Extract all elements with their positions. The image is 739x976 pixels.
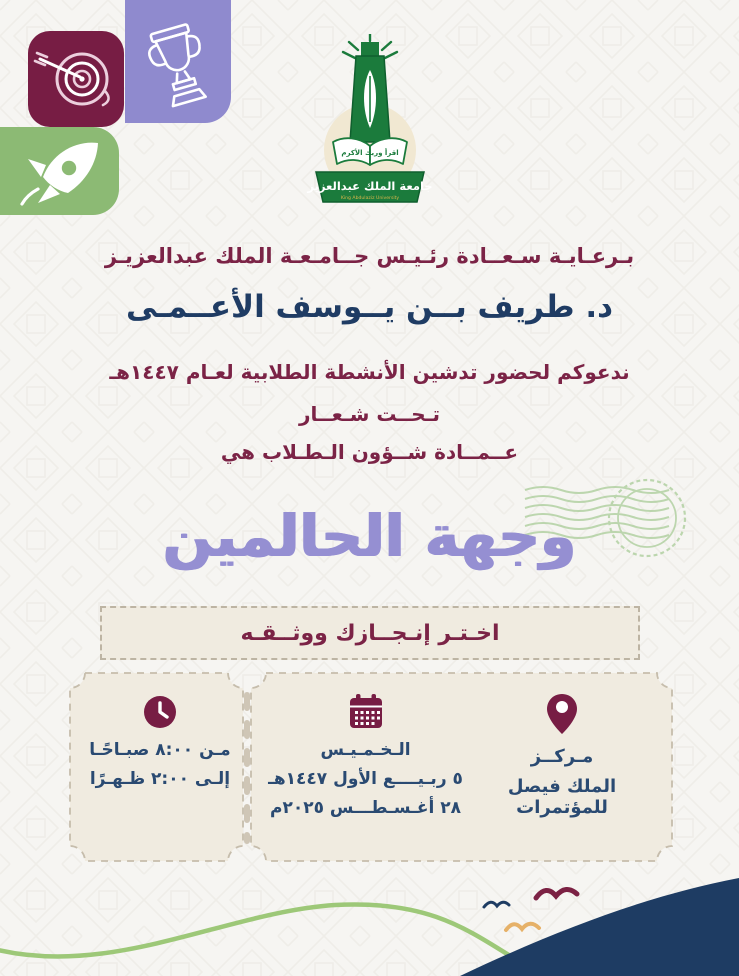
yellow-bird-icon bbox=[506, 924, 539, 930]
university-logo bbox=[303, 34, 437, 218]
clock-icon bbox=[142, 694, 178, 730]
banner-box bbox=[100, 606, 640, 660]
logo-book-text: اقرأ وربك الأكرم bbox=[341, 149, 399, 157]
logo-lighthouse bbox=[343, 34, 397, 142]
location-title: مـركــز bbox=[530, 746, 594, 767]
date-gregorian: ٢٨ أغـسـطـــس ٢٠٢٥م bbox=[270, 798, 461, 818]
maroon-bird-icon bbox=[536, 889, 577, 898]
logo-ribbon bbox=[306, 172, 432, 202]
target-tile bbox=[28, 31, 124, 127]
deanship-line: عــمــادة شــؤون الـطـلاب هي bbox=[220, 440, 519, 464]
patronage-line: بـرعـايـة سـعــادة رئـيـس جــامـعـة الملك عبدالعزيـز bbox=[104, 244, 635, 268]
rocket-tile bbox=[0, 127, 119, 215]
logo-name-en: King Abdulaziz University bbox=[340, 196, 400, 201]
banner-label: اخـتـر إنـجــازك ووثــقـه bbox=[240, 620, 500, 646]
rocket-icon bbox=[10, 133, 110, 209]
time-from: مـن ٨:٠٠ صبـاحًـا bbox=[89, 740, 231, 760]
calendar-icon bbox=[347, 694, 385, 730]
president-name: د. طريف بــن يــوسف الأعــمـى bbox=[125, 289, 614, 325]
footer-decoration bbox=[0, 860, 739, 976]
navy-bird-icon bbox=[484, 902, 509, 907]
invite-line: ندعوكم لحضور تدشين الأنشطة الطلابية لعـام ١٤٤٧هـ bbox=[109, 360, 630, 384]
target-dart-icon bbox=[32, 39, 120, 119]
date-panel bbox=[268, 694, 463, 818]
location-pin-icon bbox=[545, 692, 579, 736]
green-wave-line bbox=[0, 904, 520, 962]
logo-name-ar: جامعة الملك عبدالعزيز bbox=[307, 179, 433, 193]
event-slogan: وجهة الحالمين bbox=[162, 502, 577, 570]
under-slogan-line: تـحــت شـعــار bbox=[298, 402, 441, 426]
time-panel bbox=[80, 694, 240, 789]
trophy-tile bbox=[125, 0, 231, 123]
trophy-icon bbox=[139, 14, 217, 110]
navy-wave-shape bbox=[460, 878, 739, 976]
time-to: إلـى ٢:٠٠ ظـهـرًا bbox=[89, 769, 231, 789]
birds-group bbox=[484, 889, 577, 930]
date-hijri: ٥ ربـيــــع الأول ١٤٤٧هـ bbox=[268, 769, 463, 789]
location-panel bbox=[462, 692, 662, 818]
location-venue: الملك فيصل للمؤتمرات bbox=[507, 776, 617, 818]
date-day: الـخـمـيـس bbox=[320, 740, 411, 760]
